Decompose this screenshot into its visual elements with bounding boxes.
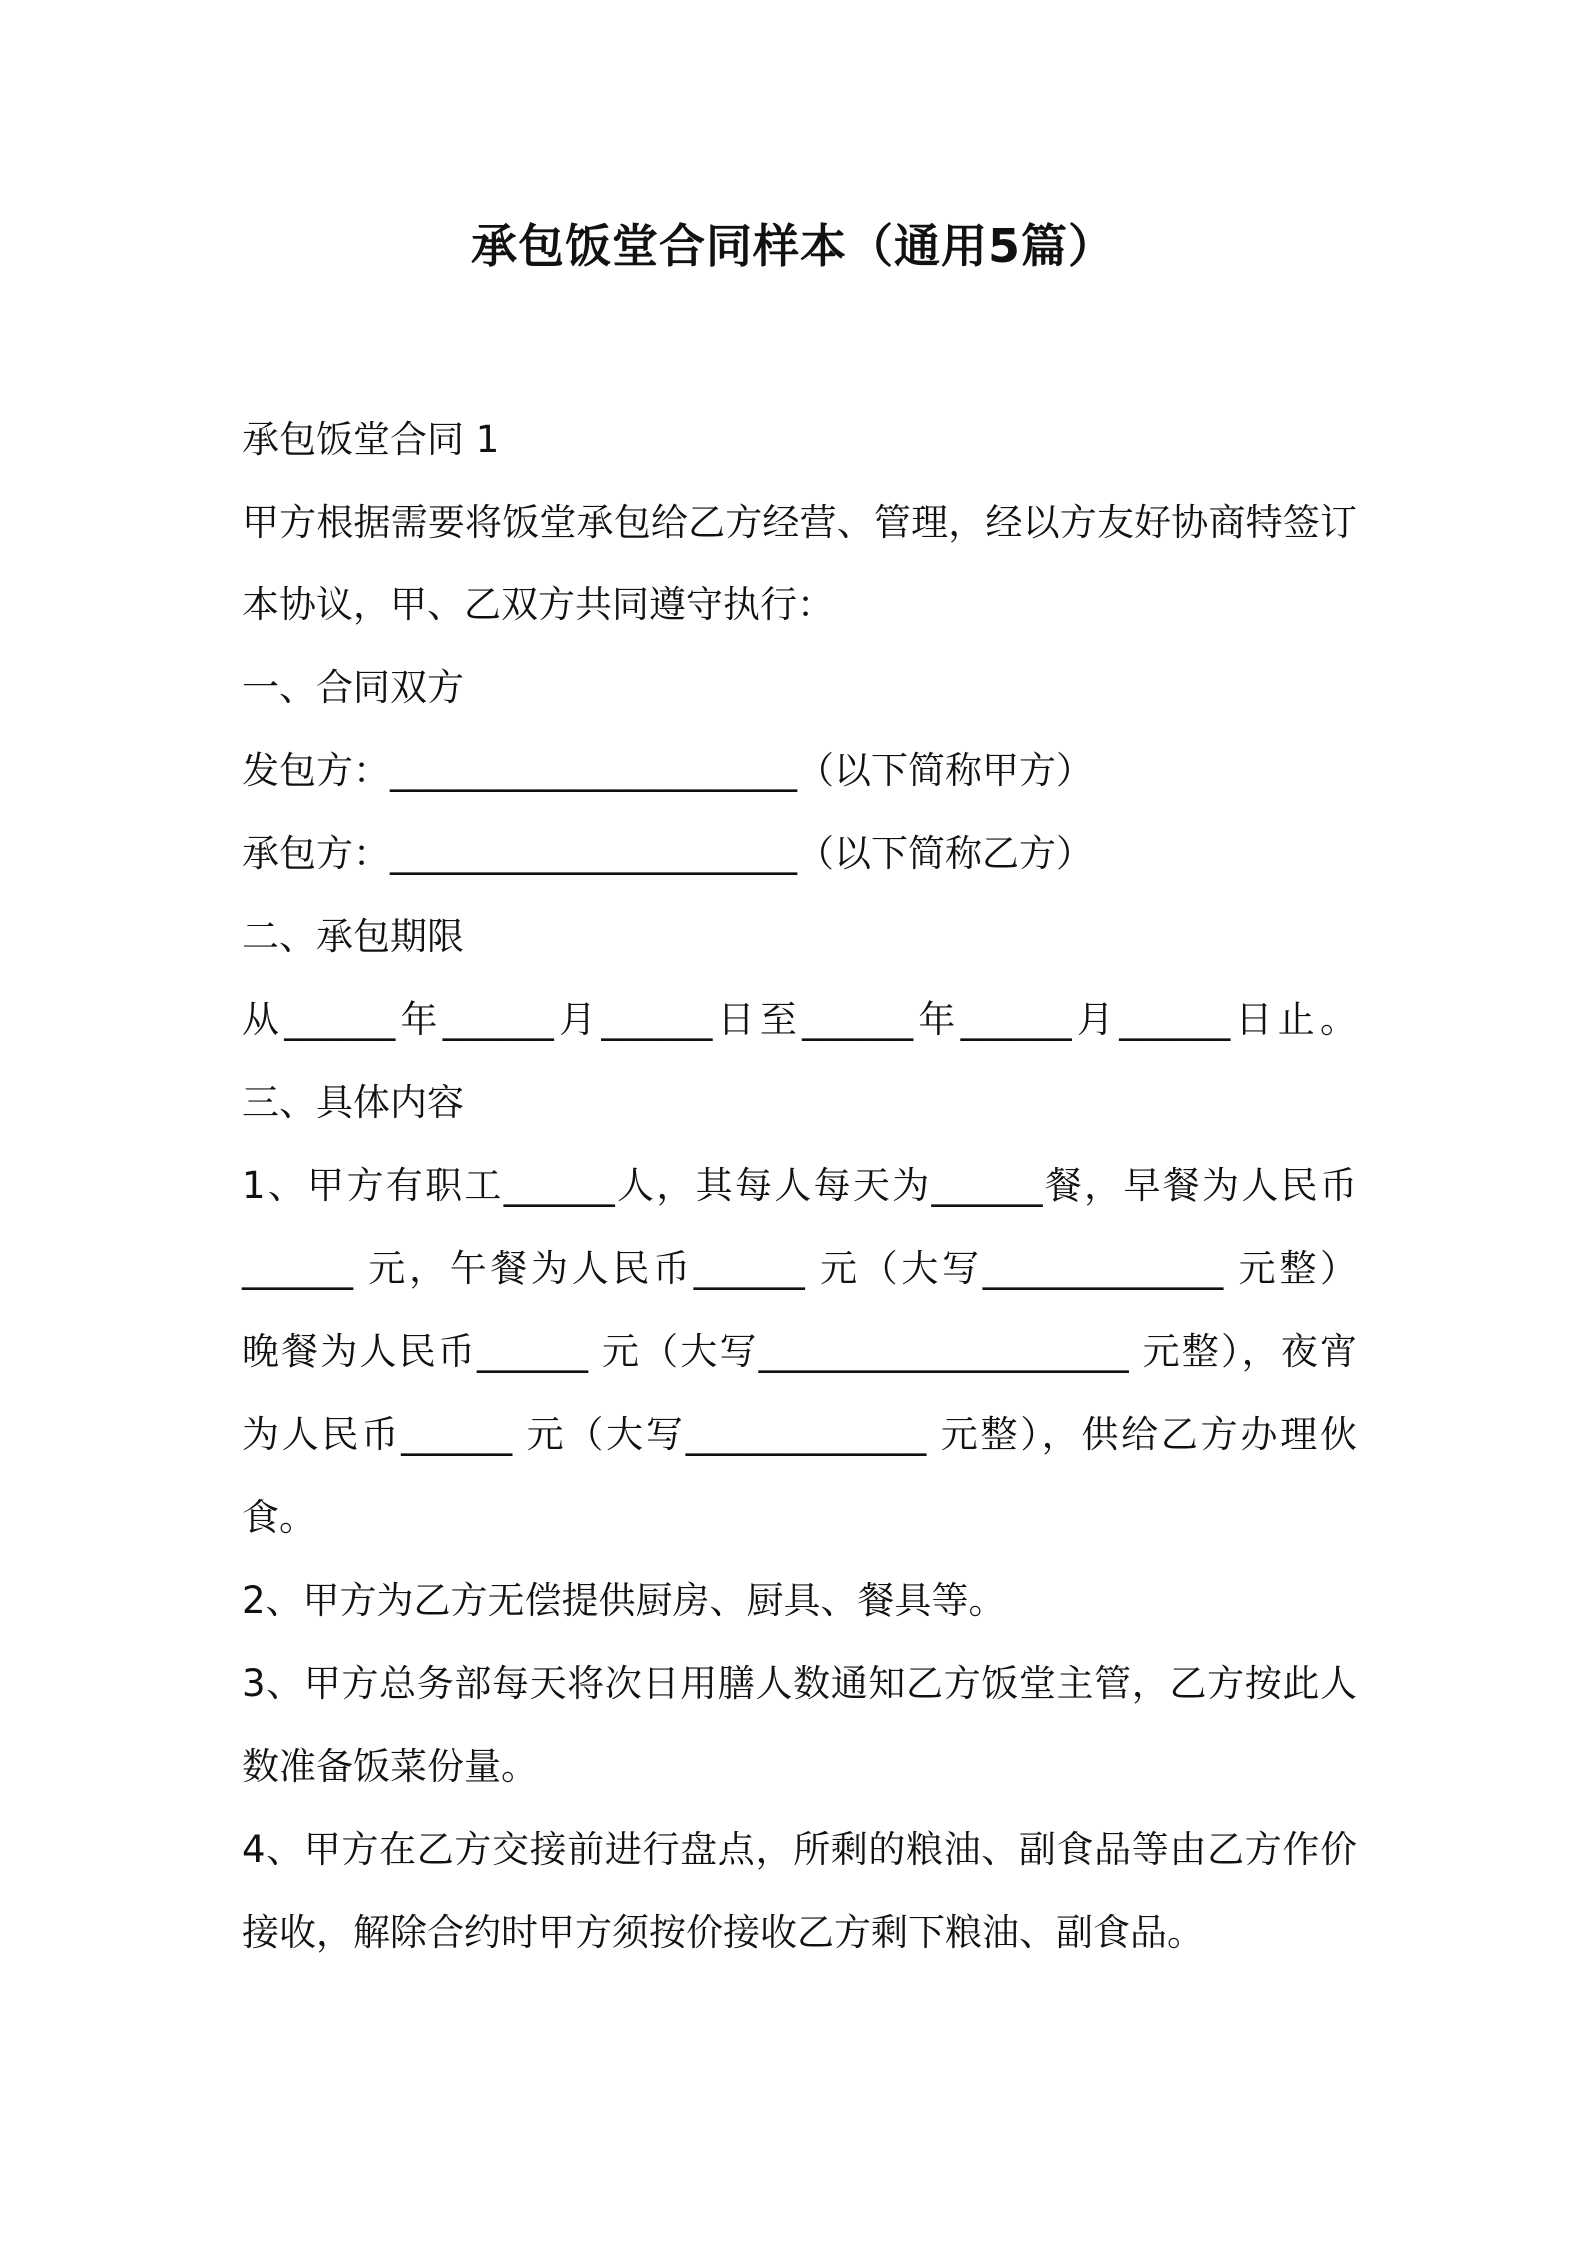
clause-heading-parties: 一、合同双方 (242, 666, 464, 709)
paragraph-line: 1、甲方有职工______人，其每人每天为______餐，早餐为人民币 (242, 1164, 1357, 1207)
clause-heading-content: 三、具体内容 (242, 1081, 464, 1124)
section-heading-contract-1: 承包饭堂合同 1 (242, 418, 500, 461)
contractor-field-line: 承包方：______________________（以下简称乙方） (242, 832, 1093, 875)
paragraph-line: 食。 (242, 1496, 316, 1539)
paragraph-line: ______ 元，午餐为人民币______ 元（大写_____________ 元整） (242, 1247, 1357, 1290)
employer-field-line: 发包方：______________________（以下简称甲方） (242, 749, 1093, 792)
paragraph-line: 4、甲方在乙方交接前进行盘点，所剩的粮油、副食品等由乙方作价 (242, 1828, 1357, 1871)
paragraph-line: 为人民币______ 元（大写_____________ 元整），供给乙方办理伙 (242, 1413, 1357, 1456)
term-dates-line: 从______年______月______日至______年______月______日止。 (242, 998, 1357, 1041)
paragraph-line: 数准备饭菜份量。 (242, 1745, 538, 1788)
paragraph-line: 甲方根据需要将饭堂承包给乙方经营、管理，经以方友好协商特签订 (242, 501, 1357, 544)
document-title: 承包饭堂合同样本（通用5篇） (470, 219, 1115, 273)
paragraph-line: 接收，解除合约时甲方须按价接收乙方剩下粮油、副食品。 (242, 1911, 1204, 1954)
paragraph-line: 2、甲方为乙方无偿提供厨房、厨具、餐具等。 (242, 1579, 1006, 1622)
paragraph-line: 本协议，甲、乙双方共同遵守执行： (242, 583, 834, 626)
paragraph-line: 晚餐为人民币______ 元（大写____________________ 元整），夜宵 (242, 1330, 1357, 1373)
clause-heading-term: 二、承包期限 (242, 915, 464, 958)
paragraph-line: 3、甲方总务部每天将次日用膳人数通知乙方饭堂主管，乙方按此人 (242, 1662, 1357, 1705)
